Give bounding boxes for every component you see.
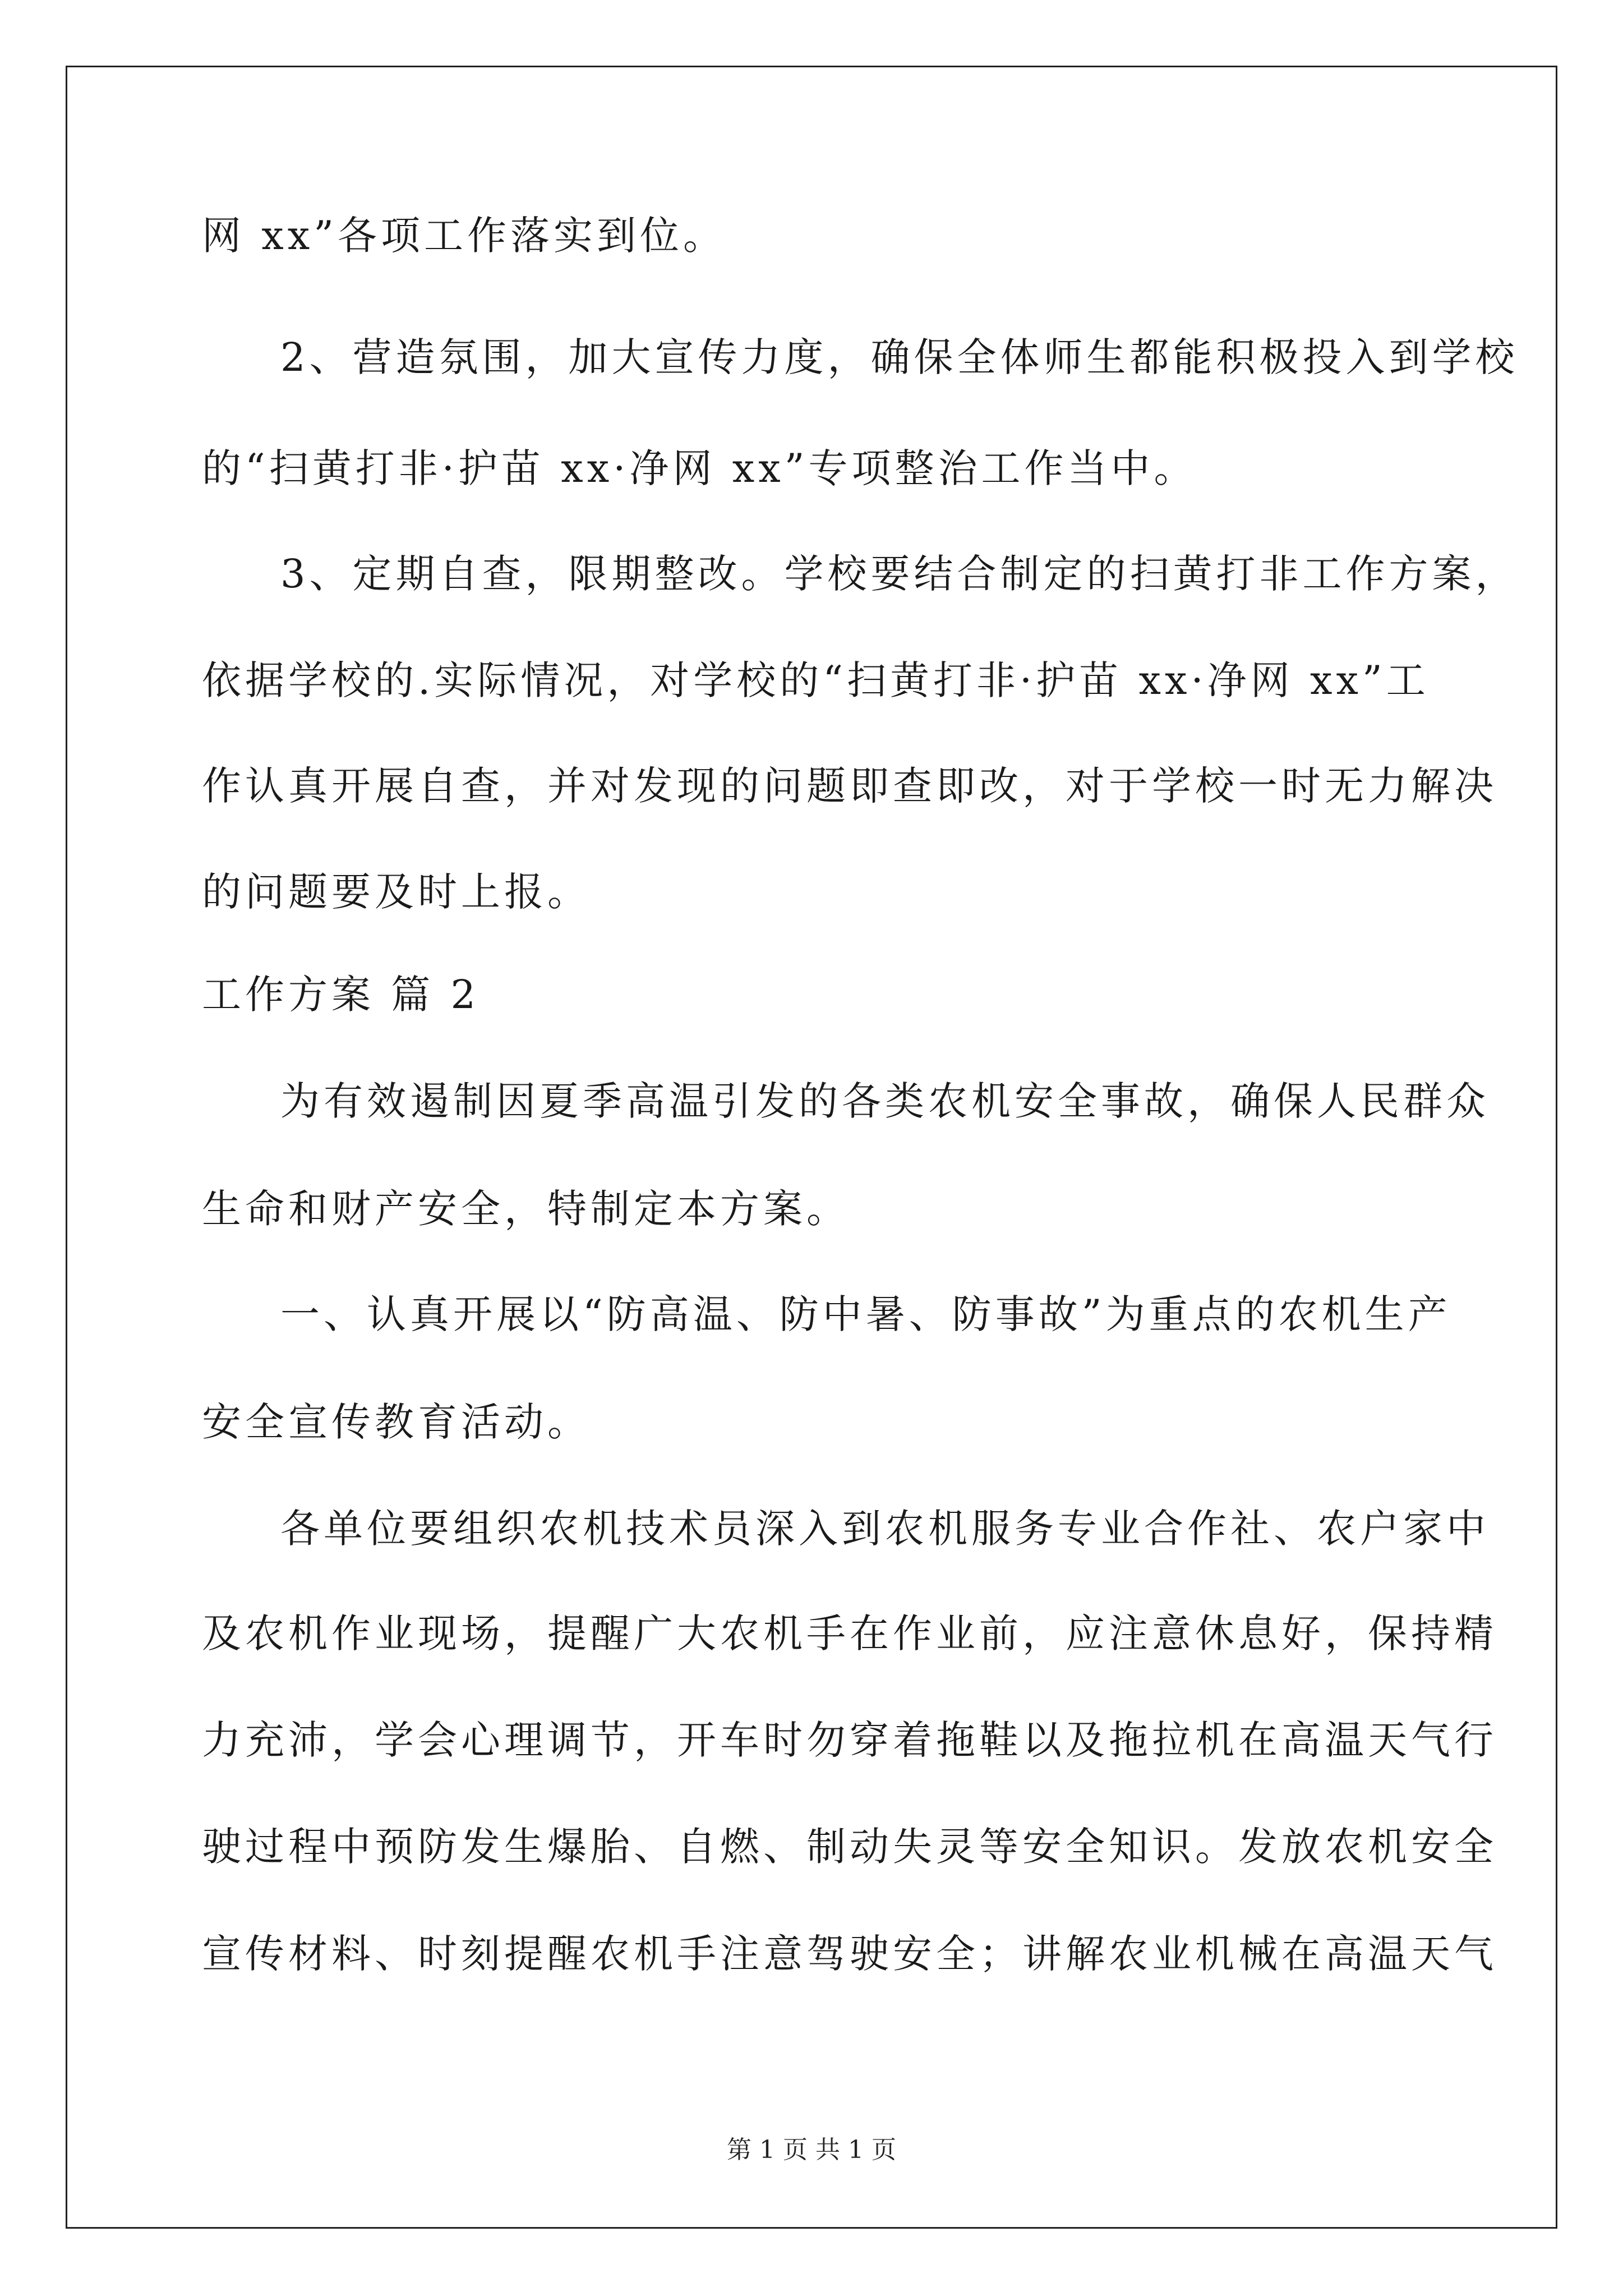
paragraph-line: 各单位要组织农机技术员深入到农机服务专业合作社、农户家中 [280, 1506, 1490, 1552]
paragraph-line: 3、定期自查，限期整改。学校要结合制定的扫黄打非工作方案， [280, 551, 1519, 597]
text-line: 依据学校的.实际情况，对学校的“扫黄打非·护苗 xx·净网 xx”工 [202, 657, 1430, 703]
text-line: 力充沛，学会心理调节，开车时勿穿着拖鞋以及拖拉机在高温天气行 [202, 1717, 1497, 1763]
text-line: 驶过程中预防发生爆胎、自燃、制动失灵等安全知识。发放农机安全 [202, 1824, 1497, 1870]
text-line: 及农机作业现场，提醒广大农机手在作业前，应注意休息好，保持精 [202, 1611, 1497, 1657]
paragraph-line: 一、认真开展以“防高温、防中暑、防事故”为重点的农机生产 [280, 1291, 1451, 1337]
text-line: 作认真开展自查，并对发现的问题即查即改，对于学校一时无力解决 [202, 763, 1497, 809]
page-number-footer: 第 1 页 共 1 页 [727, 2136, 896, 2164]
paragraph-line: 2、营造氛围，加大宣传力度，确保全体师生都能积极投入到学校 [280, 334, 1519, 380]
text-line: 网 xx”各项工作落实到位。 [202, 213, 726, 259]
page-border [66, 66, 1557, 2229]
section-heading: 工作方案 篇 2 [202, 972, 480, 1018]
paragraph-line: 为有效遏制因夏季高温引发的各类农机安全事故，确保人民群众 [280, 1078, 1490, 1124]
text-line: 的“扫黄打非·护苗 xx·净网 xx”专项整治工作当中。 [202, 445, 1197, 491]
text-line: 的问题要及时上报。 [202, 869, 591, 915]
text-line: 安全宣传教育活动。 [202, 1399, 591, 1445]
text-line: 生命和财产安全，特制定本方案。 [202, 1186, 850, 1232]
text-line: 宣传材料、时刻提醒农机手注意驾驶安全；讲解农业机械在高温天气 [202, 1931, 1497, 1977]
